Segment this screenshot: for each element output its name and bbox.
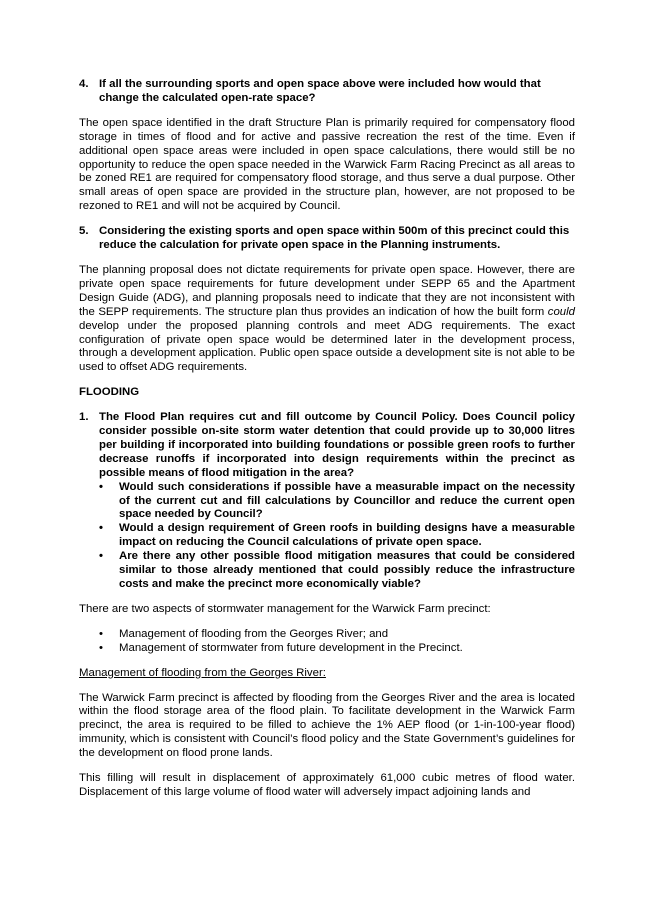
section-heading-flooding: FLOODING <box>79 386 140 399</box>
answer-5-part-2: develop under the proposed planning controls and meet ADG requirements. The exact configuration of private open space would be determined later in the development process, through a development application. Public open space outside a development site is not able to be used to offset ADG requirements. <box>79 319 575 374</box>
document-page <box>79 78 575 800</box>
stormwater-intro: There are two aspects of stormwater management for the Warwick Farm precinct: <box>79 602 491 615</box>
answer-5-part-1: The planning proposal does not dictate requirements for private open space. However, there are private open space requirements for future development under SEPP 65 and the Apartment Design Guide (ADG), and planning proposals need to indicate that they are not inconsistent with the SEPP requirements. The structure plan thus provides an indication of how the built form <box>79 263 575 318</box>
question-5 <box>79 225 575 253</box>
flooding-question-1 <box>79 411 575 481</box>
georges-river-paragraph-2: This filling will result in displacement of approximately 61,000 cubic metres of flood water. Displacement of this large volume of flood water will adversely impact adjoining lands and <box>79 772 575 798</box>
answer-5 <box>79 264 575 375</box>
question-text: If all the surrounding sports and open space above were included how would that change the calculated open-rate space? <box>99 78 541 104</box>
subquestion-list <box>79 481 575 592</box>
question-text: The Flood Plan requires cut and fill outcome by Council Policy. Does Council policy consider possible on-site storm water detention that could provide up to 30,000 litres per building if incorporated into building foundations or possible green roofs to further decrease runoffs if incorporated into design requirements within the precinct as possible means of flood mitigation in the area? <box>99 411 575 479</box>
list-item: • Management of stormwater from future development in the Precinct. <box>99 641 463 654</box>
bullet: • <box>99 627 103 640</box>
bullet: • <box>99 480 103 493</box>
question-number: 5. <box>79 225 89 238</box>
list-item: • Are there any other possible flood mitigation measures that could be considered similar to those already mentioned that could possibly reduce the infrastructure costs and make the precinct more economically viable? <box>99 550 575 590</box>
question-number: 1. <box>79 411 89 424</box>
bullet: • <box>99 550 103 563</box>
list-item: • Would a design requirement of Green roofs in building designs have a measurable impact on reducing the Council calculations of private open space. <box>99 522 575 549</box>
list-item: • Management of flooding from the Georges River; and <box>99 627 389 640</box>
subheading-georges-river: Management of flooding from the Georges River: <box>79 666 326 679</box>
georges-river-paragraph-1: The Warwick Farm precinct is affected by flooding from the Georges River and the area is located within the flood storage area of the flood plain. To facilitate development in the Warwick Farm precinct, the area is required to be filled to achieve the 1% AEP flood (or 1-in-100-year flood) immunity, which is consistent with Council’s flood policy and the State Government’s guidelines for the development on flood prone lands. <box>79 691 575 760</box>
answer-4: The open space identified in the draft Structure Plan is primarily required for compensatory flood storage in times of flood and for active and passive recreation the rest of the time. Even if additional open space areas were included in open space calculations, there would still be no opportunity to reduce the open space needed in the Warwick Farm Racing Precinct as all areas to be zoned RE1 are required for compensatory flood storage, and thus serve a dual purpose. Other small areas of open space are provided in the structure plan, however, are not proposed to be rezoned to RE1 and will not be acquired by Council. <box>79 116 575 213</box>
bullet: • <box>99 641 103 654</box>
list-item: • Would such considerations if possible have a measurable impact on the necessity of the current cut and fill calculations by Councillor and reduce the current open space needed by Council? <box>99 480 575 521</box>
stormwater-aspects-list <box>79 628 575 656</box>
answer-5-emphasis: could <box>547 305 575 318</box>
question-4 <box>79 78 575 106</box>
question-text: Considering the existing sports and open space within 500m of this precinct could this reduce the calculation for private open space in the Planning instruments. <box>99 225 570 252</box>
bullet: • <box>99 522 103 535</box>
question-number: 4. <box>79 78 89 90</box>
